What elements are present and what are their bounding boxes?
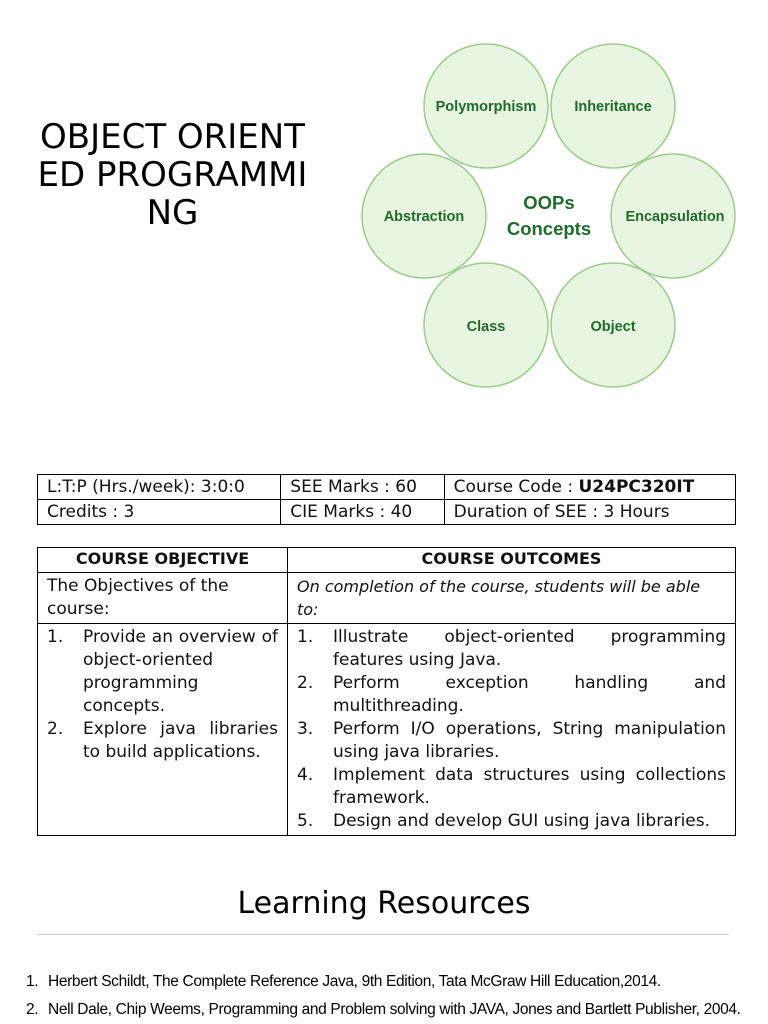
course-objectives-outcomes-table [37, 547, 736, 836]
table-row [38, 500, 736, 525]
concept-polymorphism [424, 44, 548, 168]
concept-label: Inheritance [574, 98, 652, 115]
outcomes-list [297, 626, 726, 833]
course-info-table [37, 474, 736, 525]
item-text: Explore java libraries to build applications. [83, 719, 278, 762]
item-text: Illustrate object-oriented programming features using Java. [333, 627, 726, 670]
diagram-center-line2: Concepts [506, 217, 592, 239]
table-row [38, 573, 736, 624]
concept-inheritance [551, 44, 675, 168]
concept-label: Object [590, 318, 636, 335]
list-item [297, 810, 726, 833]
list-item [297, 764, 726, 810]
item-text: Perform I/O operations, String manipulation using java libraries. [333, 719, 726, 762]
item-number: 2. [26, 1001, 39, 1018]
list-item [47, 626, 278, 718]
concept-encapsulation [611, 154, 735, 278]
concept-label: Class [466, 318, 506, 335]
item-text: Design and develop GUI using java libraries. [333, 811, 711, 831]
duration-cell: Duration of SEE : 3 Hours [444, 500, 735, 525]
item-number: 1. [47, 627, 64, 647]
concept-label: Polymorphism [435, 98, 537, 115]
item-text: Implement data structures using collections framework. [333, 765, 726, 808]
outcomes-intro: On completion of the course, students will be able to: [288, 573, 736, 624]
objectives-list-cell [38, 624, 288, 836]
table-row [38, 624, 736, 836]
course-code-label: Course Code : [453, 477, 579, 497]
concept-object [551, 263, 675, 387]
item-text: Perform exception handling and multithreading. [333, 673, 726, 716]
concept-abstraction [362, 154, 486, 278]
list-item [26, 968, 741, 996]
diagram-center-line1: OOPs [523, 191, 575, 213]
item-number: 2. [47, 719, 64, 739]
cie-marks-cell: CIE Marks : 40 [281, 500, 444, 525]
item-text: Nell Dale, Chip Weems, Programming and Problem solving with JAVA, Jones and Bartlett Publisher, 2004. [48, 1001, 741, 1018]
list-item [47, 718, 278, 764]
ltp-cell: L:T:P (Hrs./week): 3:0:0 [38, 475, 281, 500]
objective-header: COURSE OBJECTIVE [38, 548, 288, 573]
course-code-cell [444, 475, 735, 500]
objective-intro: The Objectives of the course: [38, 573, 288, 624]
item-number: 4. [297, 765, 314, 785]
list-item [26, 996, 741, 1024]
outcomes-list-cell [288, 624, 736, 836]
page-title: OBJECT ORIENTED PROGRAMMING [37, 117, 308, 233]
item-number: 5. [297, 811, 314, 831]
learning-resources-list [26, 968, 741, 1024]
credits-cell: Credits : 3 [38, 500, 281, 525]
item-text: Herbert Schildt, The Complete Reference Java, 9th Edition, Tata McGraw Hill Education,2014. [48, 973, 661, 990]
list-item [297, 718, 726, 764]
divider [37, 934, 729, 935]
item-number: 2. [297, 673, 314, 693]
see-marks-cell: SEE Marks : 60 [281, 475, 444, 500]
table-header-row [38, 548, 736, 573]
oops-concepts-diagram [355, 40, 750, 400]
item-number: 1. [26, 973, 39, 990]
concept-class [424, 263, 548, 387]
list-item [297, 626, 726, 672]
learning-resources-heading: Learning Resources [237, 886, 531, 921]
table-row [38, 475, 736, 500]
item-number: 3. [297, 719, 314, 739]
list-item [297, 672, 726, 718]
item-number: 1. [297, 627, 314, 647]
concept-label: Abstraction [383, 208, 465, 225]
outcomes-header: COURSE OUTCOMES [288, 548, 736, 573]
concept-label: Encapsulation [625, 208, 725, 225]
objectives-list [47, 626, 278, 764]
course-code-value: U24PC320IT [578, 477, 695, 497]
item-text: Provide an overview of object-oriented programming concepts. [83, 627, 278, 716]
